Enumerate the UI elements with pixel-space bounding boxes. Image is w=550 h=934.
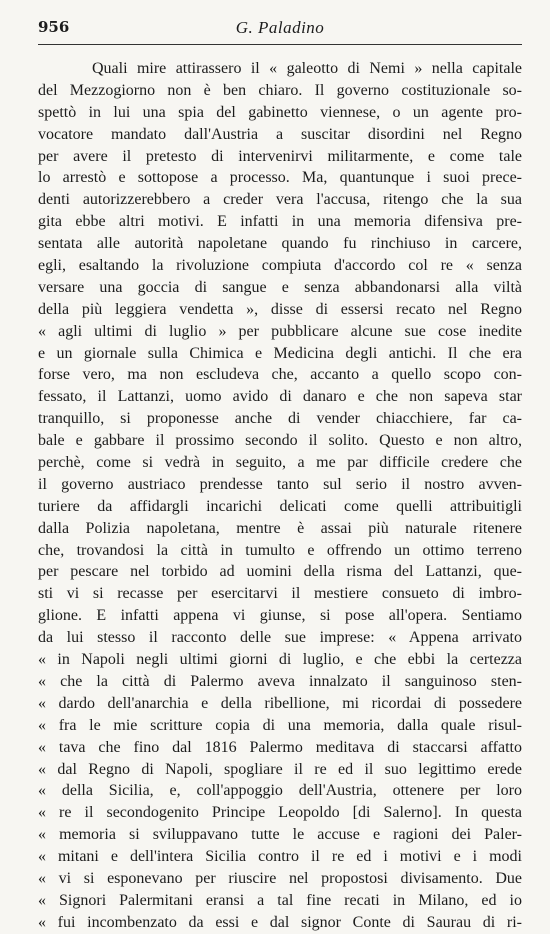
text-line: « che la città di Palermo aveva innalzato il sanguinoso sten- — [38, 672, 522, 690]
text-line: versare una goccia di sangue e senza abbandonarsi alla viltà — [38, 278, 522, 296]
text-line: che, trovandosi la città in tumulto e offrendo un ottimo terreno — [38, 541, 522, 559]
text-line: « in Napoli negli ultimi giorni di luglio, e che ebbi la certezza — [38, 651, 522, 669]
text-line: dalla Polizia napoletana, mentre è assai più naturale ritenere — [38, 519, 522, 537]
text-line: da lui stesso il racconto delle sue imprese: « Appena arrivato — [38, 629, 522, 647]
text-line: per pescare nel torbido ad uomini della risma del Lattanzi, que- — [38, 563, 522, 581]
text-line: « Signori Palermitani eransi a tal fine recati in Milano, ed io — [38, 891, 522, 909]
text-line: egli, esaltando la rivoluzione compiuta d'accordo col re « senza — [38, 257, 522, 275]
text-line: « dardo dell'anarchia e della ribellione, mi ricordai di possedere — [38, 694, 522, 712]
text-line: per avere il pretesto di intervenirvi militarmente, e come tale — [38, 147, 522, 165]
text-line: gita ebbe altri motivi. E infatti in una memoria difensiva pre- — [38, 213, 522, 231]
text-line: lo arrestò e sottopose a processo. Ma, quantunque i suoi prece- — [38, 169, 522, 187]
text-line: « fui incombenzato da essi e dal signor Conte di Saurau di ri- — [38, 913, 522, 931]
body-text — [38, 58, 522, 934]
text-line: forse vero, ma non escludeva che, accanto a quello scopo con- — [38, 366, 522, 384]
text-line: denti autorizzerebbero a creder vera l'accusa, ritengo che la sua — [38, 191, 522, 209]
text-line: « mitani e dell'intera Sicilia contro il re ed i motivi e i modi — [38, 848, 522, 866]
text-line: « dal Regno di Napoli, spogliare il re ed il suo legittimo erede — [38, 760, 522, 778]
header-rule — [38, 44, 522, 45]
text-line: fessato, il Lattanzi, uomo avido di danaro e che non sapeva star — [38, 388, 522, 406]
text-line: « della Sicilia, e, coll'appoggio dell'Austria, ottenere per loro — [38, 782, 522, 800]
text-line: « agli ultimi di luglio » per pubblicare alcune sue cose inedite — [38, 322, 522, 340]
text-line: « tava che fino dal 1816 Palermo meditava di staccarsi affatto — [38, 738, 522, 756]
text-line: vocatore mandato dall'Austria a suscitar disordini nel Regno — [38, 125, 522, 143]
text-line: del Mezzogiorno non è ben chiaro. Il governo costituzionale so- — [38, 81, 522, 99]
text-line: sti vi si recasse per esercitarvi il mestiere consueto di imbro- — [38, 585, 522, 603]
page-number: 956 — [38, 18, 70, 36]
text-line: « re il secondogenito Principe Leopoldo [di Salerno]. In questa — [38, 804, 522, 822]
text-line: il governo austriaco prendesse tanto sul serio il nostro avven- — [38, 475, 522, 493]
text-line: Quali mire attirassero il « galeotto di Nemi » nella capitale — [92, 60, 522, 77]
page-header — [38, 18, 522, 40]
text-line: perchè, come si vedrà in seguito, a me par difficile credere che — [38, 454, 522, 472]
text-line: « fra le mie scritture copia di una memoria, dalla quale risul- — [38, 716, 522, 734]
text-line: « memoria si sviluppavano tutte le accuse e ragioni dei Paler- — [38, 826, 522, 844]
text-line: tranquillo, si proponesse anche di vender chiacchiere, far ca- — [38, 410, 522, 428]
text-line: della più leggiera vendetta », disse di essersi recato nel Regno — [38, 300, 522, 318]
text-line: spettò in lui una spia del gabinetto viennese, o un agente pro- — [38, 103, 522, 121]
running-head: G. Paladino — [235, 18, 325, 37]
text-line: sentata alle autorità napoletane quando fu rinchiuso in carcere, — [38, 235, 522, 253]
text-line: bale e gabbare il prossimo secondo il solito. Questo e non altro, — [38, 432, 522, 450]
text-line: turiere da affidargli incarichi delicati come quelli attribuitigli — [38, 497, 522, 515]
text-line: e un giornale sulla Chimica e Medicina degli antichi. Il che era — [38, 344, 522, 362]
text-line: « vi si esponevano per riuscire nel propostosi divisamento. Due — [38, 869, 522, 887]
text-line: glione. E infatti appena vi giunse, si pose all'opera. Sentiamo — [38, 607, 522, 625]
